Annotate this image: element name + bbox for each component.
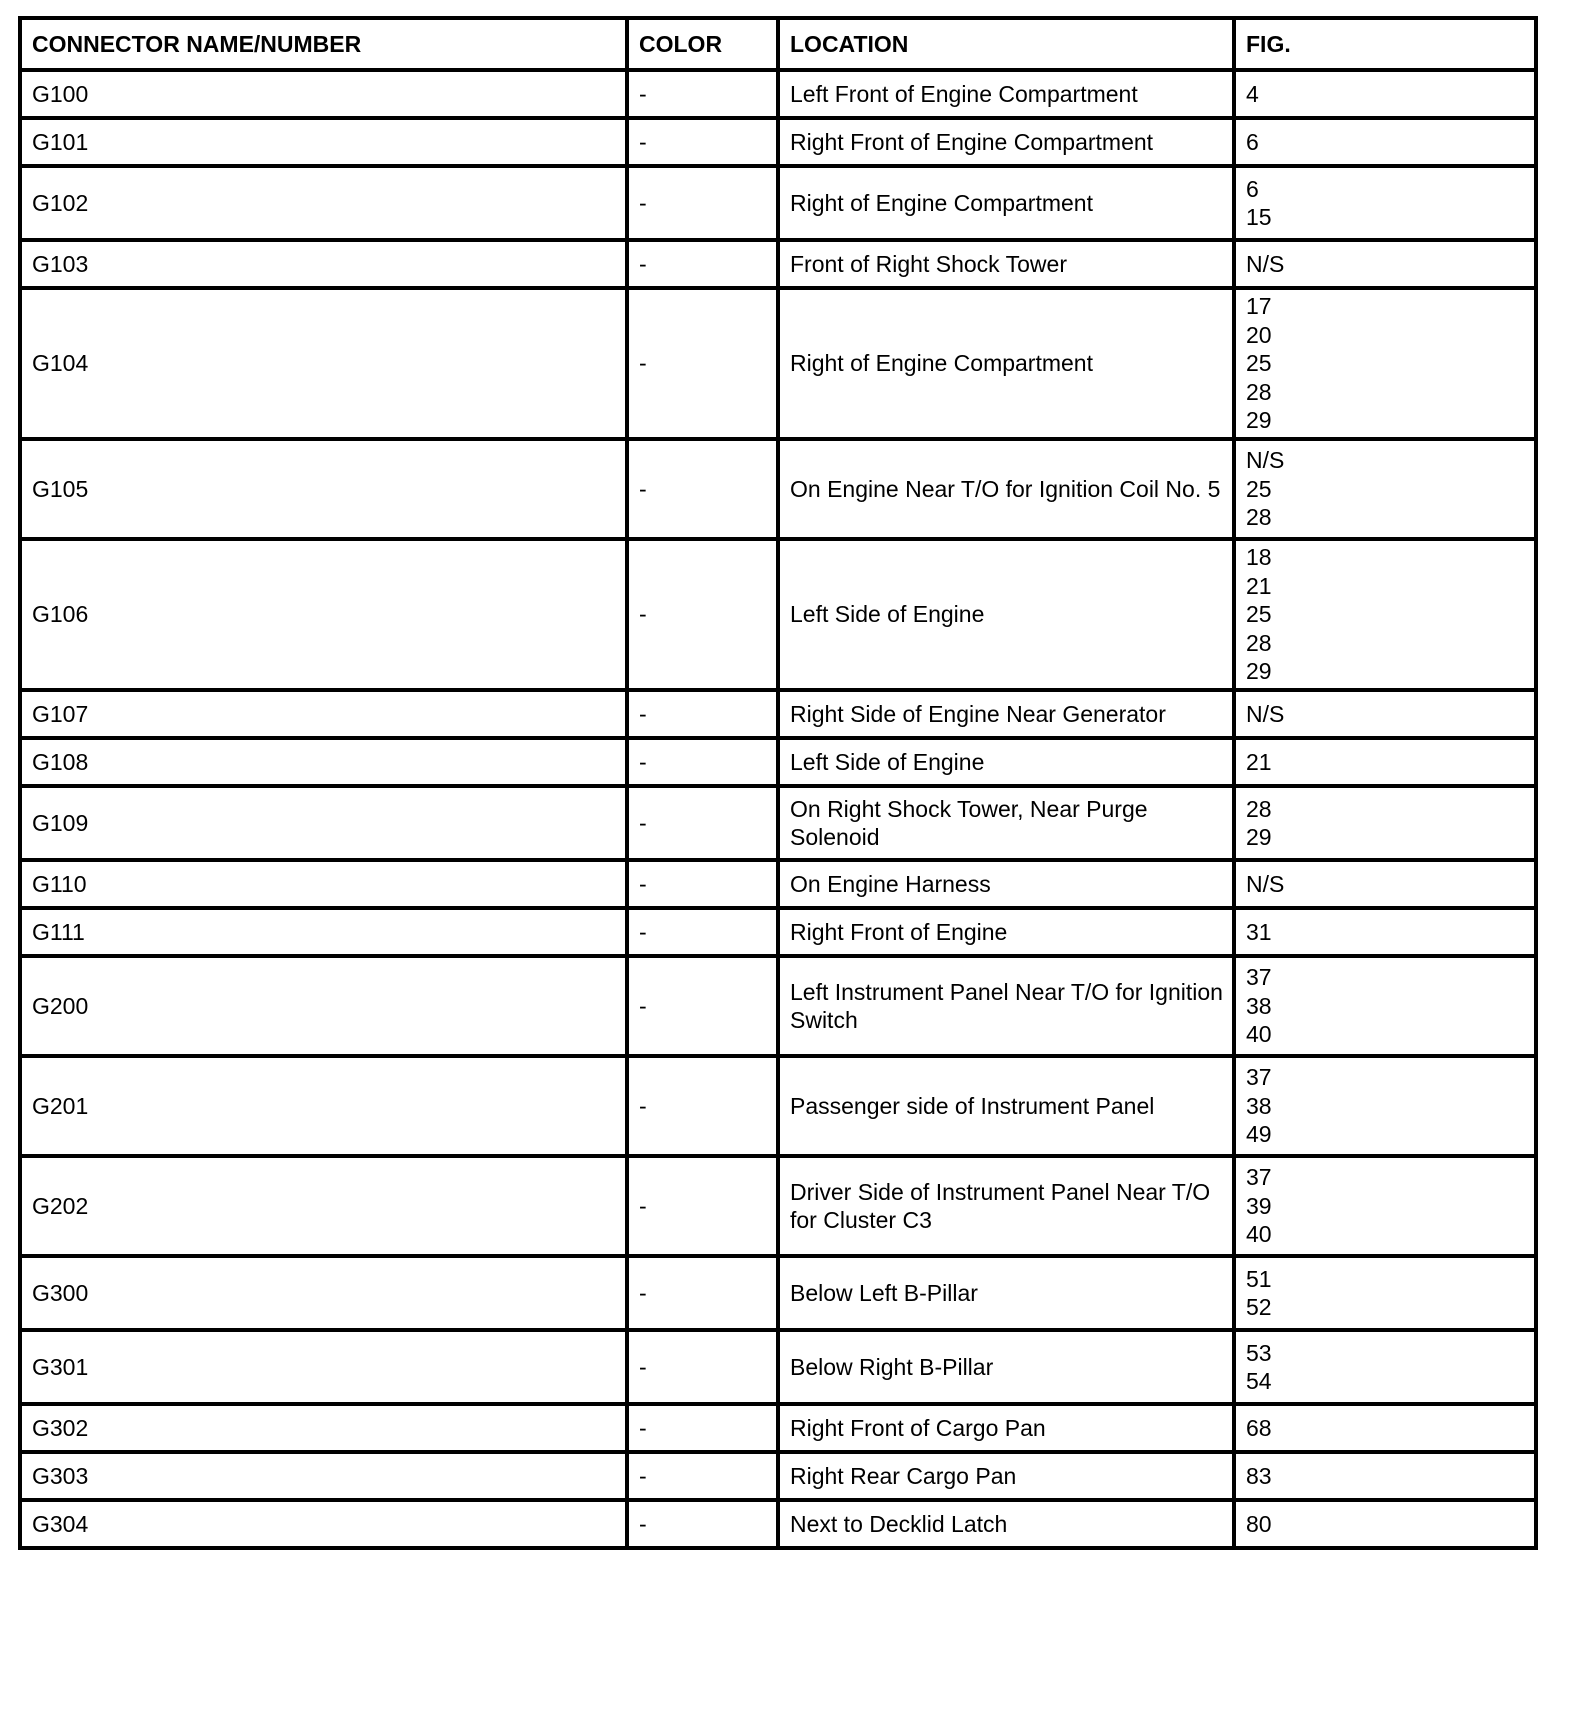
connector-name-cell: G107: [20, 690, 627, 738]
location-cell: Right Rear Cargo Pan: [778, 1452, 1234, 1500]
color-cell: -: [627, 1256, 778, 1330]
color-cell: -: [627, 908, 778, 956]
table-row: [20, 956, 1536, 1056]
fig-number: 40: [1246, 1221, 1272, 1248]
table-row: [20, 1256, 1536, 1330]
location-cell: Passenger side of Instrument Panel: [778, 1056, 1234, 1156]
location-cell: Next to Decklid Latch: [778, 1500, 1234, 1548]
fig-number: 38: [1246, 1092, 1272, 1119]
fig-number: 28: [1246, 504, 1272, 531]
connector-name-cell: G302: [20, 1404, 627, 1452]
fig-number: 28: [1246, 795, 1272, 822]
color-cell: -: [627, 1452, 778, 1500]
fig-cell: [1234, 240, 1536, 288]
location-cell: On Engine Harness: [778, 860, 1234, 908]
connector-name-cell: G304: [20, 1500, 627, 1548]
color-cell: -: [627, 690, 778, 738]
table-row: [20, 1156, 1536, 1256]
fig-number: 83: [1246, 1462, 1272, 1489]
connector-name-cell: G108: [20, 738, 627, 786]
color-cell: -: [627, 439, 778, 539]
fig-cell: [1234, 1256, 1536, 1330]
location-cell: Driver Side of Instrument Panel Near T/O for Cluster C3: [778, 1156, 1234, 1256]
fig-number: 39: [1246, 1192, 1272, 1219]
fig-number: 40: [1246, 1021, 1272, 1048]
connector-name-cell: G303: [20, 1452, 627, 1500]
fig-number: 51: [1246, 1265, 1272, 1292]
color-cell: -: [627, 956, 778, 1056]
table-row: [20, 690, 1536, 738]
connector-name-cell: G201: [20, 1056, 627, 1156]
fig-number: 52: [1246, 1294, 1272, 1320]
fig-number: 80: [1246, 1510, 1272, 1537]
table-row: [20, 240, 1536, 288]
fig-cell: [1234, 118, 1536, 166]
connector-name-cell: G100: [20, 70, 627, 118]
location-cell: Left Instrument Panel Near T/O for Ignition Switch: [778, 956, 1234, 1056]
fig-number: 37: [1246, 1064, 1272, 1091]
location-cell: Right of Engine Compartment: [778, 288, 1234, 439]
fig-number: 17: [1246, 293, 1272, 320]
table-row: [20, 118, 1536, 166]
table-row: [20, 70, 1536, 118]
fig-cell: [1234, 70, 1536, 118]
fig-cell: [1234, 539, 1536, 690]
color-cell: -: [627, 166, 778, 240]
fig-number: 29: [1246, 407, 1272, 434]
fig-number: 4: [1246, 80, 1259, 107]
fig-number: N/S: [1246, 250, 1285, 277]
fig-number: 28: [1246, 378, 1272, 405]
fig-number: 6: [1246, 175, 1259, 202]
fig-number: 6: [1246, 128, 1259, 155]
fig-cell: [1234, 738, 1536, 786]
color-cell: -: [627, 860, 778, 908]
color-cell: -: [627, 1500, 778, 1548]
fig-cell: [1234, 956, 1536, 1056]
table-row: [20, 288, 1536, 439]
location-cell: Front of Right Shock Tower: [778, 240, 1234, 288]
fig-number: 49: [1246, 1121, 1272, 1148]
color-cell: -: [627, 70, 778, 118]
connector-name-cell: G101: [20, 118, 627, 166]
fig-number: 20: [1246, 321, 1272, 348]
connector-name-cell: G105: [20, 439, 627, 539]
fig-number: 37: [1246, 1164, 1272, 1191]
color-cell: -: [627, 1330, 778, 1404]
fig-number: N/S: [1246, 700, 1285, 727]
color-cell: -: [627, 1056, 778, 1156]
fig-number: 38: [1246, 992, 1272, 1019]
location-cell: On Engine Near T/O for Ignition Coil No. 5: [778, 439, 1234, 539]
fig-cell: [1234, 1404, 1536, 1452]
fig-cell: [1234, 690, 1536, 738]
fig-number: 21: [1246, 748, 1272, 775]
table-row: [20, 786, 1536, 860]
color-cell: -: [627, 1404, 778, 1452]
connector-name-cell: G200: [20, 956, 627, 1056]
table-row: [20, 539, 1536, 690]
connector-name-cell: G104: [20, 288, 627, 439]
fig-number: 53: [1246, 1339, 1272, 1366]
fig-number: N/S: [1246, 447, 1285, 474]
fig-number: 18: [1246, 544, 1272, 571]
fig-number: N/S: [1246, 870, 1285, 897]
fig-number: 54: [1246, 1368, 1272, 1394]
color-cell: -: [627, 786, 778, 860]
table-row: [20, 908, 1536, 956]
connector-name-cell: G102: [20, 166, 627, 240]
location-cell: Right Side of Engine Near Generator: [778, 690, 1234, 738]
connector-name-cell: G300: [20, 1256, 627, 1330]
location-cell: Right of Engine Compartment: [778, 166, 1234, 240]
fig-cell: [1234, 908, 1536, 956]
fig-number: 37: [1246, 964, 1272, 991]
fig-cell: [1234, 786, 1536, 860]
location-cell: Right Front of Cargo Pan: [778, 1404, 1234, 1452]
fig-cell: [1234, 288, 1536, 439]
fig-number: 25: [1246, 350, 1272, 377]
connector-name-cell: G202: [20, 1156, 627, 1256]
fig-cell: [1234, 439, 1536, 539]
table-row: [20, 1404, 1536, 1452]
location-cell: Left Side of Engine: [778, 738, 1234, 786]
fig-cell: [1234, 1500, 1536, 1548]
fig-number: 29: [1246, 658, 1272, 685]
location-cell: Below Right B-Pillar: [778, 1330, 1234, 1404]
connector-name-cell: G106: [20, 539, 627, 690]
connector-name-cell: G103: [20, 240, 627, 288]
table-row: [20, 439, 1536, 539]
location-cell: Left Side of Engine: [778, 539, 1234, 690]
fig-number: 25: [1246, 601, 1272, 628]
connector-table: [18, 16, 1538, 1550]
fig-cell: [1234, 1330, 1536, 1404]
header-connector-name: CONNECTOR NAME/NUMBER: [20, 18, 627, 70]
fig-cell: [1234, 1056, 1536, 1156]
connector-name-cell: G110: [20, 860, 627, 908]
fig-number: 15: [1246, 204, 1272, 230]
connector-name-cell: G109: [20, 786, 627, 860]
connector-name-cell: G301: [20, 1330, 627, 1404]
fig-cell: [1234, 860, 1536, 908]
fig-number: 68: [1246, 1414, 1272, 1441]
fig-number: 29: [1246, 824, 1272, 850]
table-row: [20, 1056, 1536, 1156]
fig-number: 28: [1246, 629, 1272, 656]
location-cell: Below Left B-Pillar: [778, 1256, 1234, 1330]
location-cell: On Right Shock Tower, Near Purge Solenoid: [778, 786, 1234, 860]
table-row: [20, 1330, 1536, 1404]
fig-number: 25: [1246, 475, 1272, 502]
color-cell: -: [627, 539, 778, 690]
color-cell: -: [627, 118, 778, 166]
table-row: [20, 166, 1536, 240]
fig-number: 31: [1246, 918, 1272, 945]
fig-number: 21: [1246, 572, 1272, 599]
table-row: [20, 1452, 1536, 1500]
location-cell: Right Front of Engine Compartment: [778, 118, 1234, 166]
table-header-row: [20, 18, 1536, 70]
color-cell: -: [627, 288, 778, 439]
color-cell: -: [627, 738, 778, 786]
location-cell: Right Front of Engine: [778, 908, 1234, 956]
fig-cell: [1234, 1156, 1536, 1256]
color-cell: -: [627, 240, 778, 288]
header-location: LOCATION: [778, 18, 1234, 70]
location-cell: Left Front of Engine Compartment: [778, 70, 1234, 118]
color-cell: -: [627, 1156, 778, 1256]
table-row: [20, 1500, 1536, 1548]
fig-cell: [1234, 166, 1536, 240]
table-row: [20, 860, 1536, 908]
header-fig: FIG.: [1234, 18, 1536, 70]
fig-cell: [1234, 1452, 1536, 1500]
header-color: COLOR: [627, 18, 778, 70]
connector-name-cell: G111: [20, 908, 627, 956]
table-row: [20, 738, 1536, 786]
